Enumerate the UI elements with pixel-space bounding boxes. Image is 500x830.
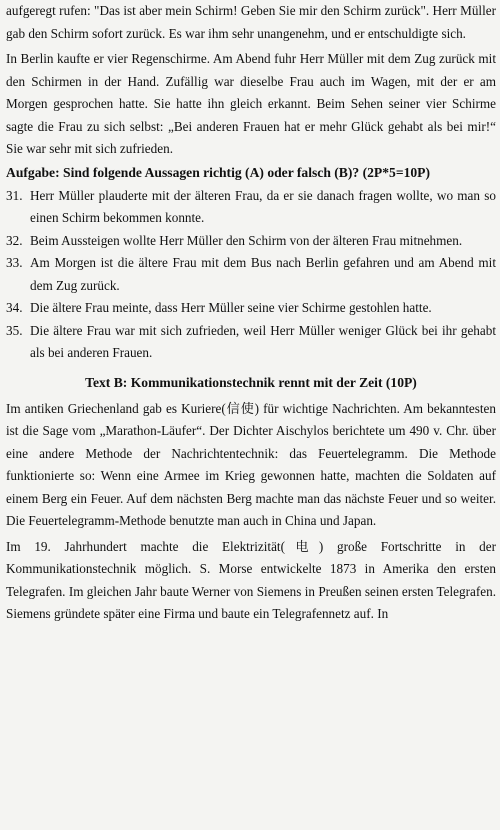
- question-number: 31.: [6, 187, 23, 203]
- text-a-paragraph-2: In Berlin kaufte er vier Regenschirme. Am Abend fuhr Herr Müller mit dem Zug zurück mit den Schirmen in der Hand. Zufällig war dieselbe Frau auch im Wagen, mit der er am Morgen gesprochen hatte. Sie hatte ihn gleich erkannt. Beim Sehen seiner vier Schirme sagte die Frau zu sich selbst: „Bei anderen Frauen hat er mehr Glück gehabt als bei mir!“ Sie war sehr mit sich zufrieden.: [6, 51, 496, 156]
- question-text: Am Morgen ist die ältere Frau mit dem Bus nach Berlin gefahren und am Abend mit dem Zug zurück.: [30, 255, 496, 293]
- question-list: [6, 185, 496, 365]
- question-item: [6, 252, 496, 297]
- text-a-paragraph-1: aufgeregt rufen: "Das ist aber mein Schirm! Geben Sie mir den Schirm zurück". Herr Müller gab den Schirm sofort zurück. Es war ihm sehr unangenehm, und er entschuldigte sich.: [6, 3, 496, 41]
- text-b-title: Text B: Kommunikationstechnik rennt mit der Zeit (10P): [85, 374, 417, 390]
- task-heading: Aufgabe: Sind folgende Aussagen richtig (A) oder falsch (B)? (2P*5=10P): [6, 164, 430, 180]
- question-text: Beim Aussteigen wollte Herr Müller den Schirm von der älteren Frau mitnehmen.: [30, 232, 463, 248]
- question-number: 34.: [6, 300, 23, 315]
- text-b-paragraph-2: Im 19. Jahrhundert machte die Elektrizität(电) große Fortschritte in der Kommunikationstechnik möglich. S. Morse entwickelte 1873 in Amerika den ersten Telegrafen. Im gleichen Jahr baute Werner von Siemens in Preußen seinen ersten Telegrafen. Siemens gründete später eine Firma und baute ein Telegrafennetz auf. In: [6, 538, 496, 621]
- question-item: [6, 185, 496, 230]
- question-text: Herr Müller plauderte mit der älteren Frau, da er sie danach fragen wollte, wo man so einen Schirm bekommen konnte.: [30, 187, 496, 225]
- text-b-paragraph-1: Im antiken Griechenland gab es Kuriere(信使) für wichtige Nachrichten. Am bekanntesten ist die Sage vom „Marathon-Läufer“. Der Dichter Aischylos berichtete um 490 v. Chr. über eine andere Methode der Nachrichtentechnik: das Feuertelegramm. Die Methode funktionierte so: Wenn eine Armee im Krieg gewonnen hatte, machten die Soldaten auf einem Berg ein Feuer. Auf dem nächsten Berg machte man das nächste Feuer und so weiter. Die Feuertelegramm-Methode benutzte man auch in China und Japan.: [6, 400, 496, 528]
- question-number: 33.: [6, 255, 23, 270]
- question-text: Die ältere Frau war mit sich zufrieden, weil Herr Müller weniger Glück bei ihr gehabt als bei anderen Frauen.: [30, 322, 496, 360]
- question-number: 35.: [6, 322, 23, 338]
- question-number: 32.: [6, 232, 23, 248]
- question-item: [6, 320, 496, 365]
- question-text: Die ältere Frau meinte, dass Herr Müller seine vier Schirme gestohlen hatte.: [30, 300, 432, 315]
- question-item: [6, 297, 496, 320]
- question-item: [6, 230, 496, 253]
